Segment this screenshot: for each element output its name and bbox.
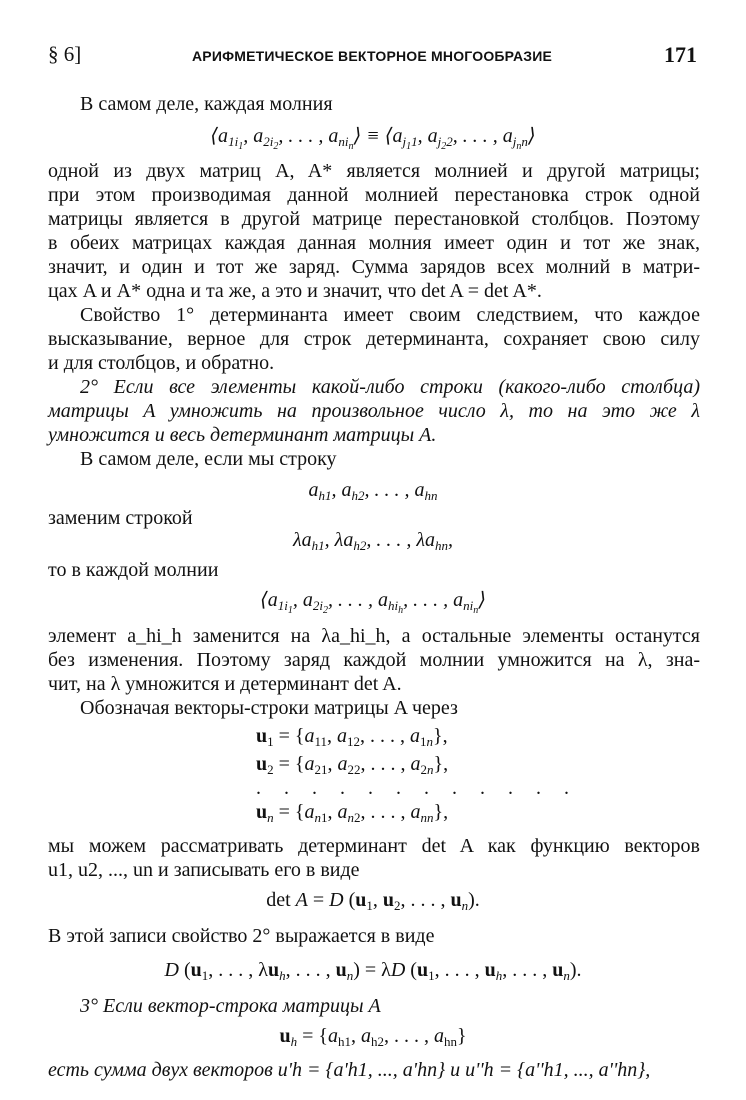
text-line: одной из двух матриц A, A* является молнией и другой матрицы; bbox=[48, 160, 700, 182]
text-line: и для столбцов, и обратно. bbox=[48, 352, 275, 374]
formula-lightning: $⟨a_{1i_1}$, $a_{2i_2}$, . . . , $a_{ni_n}⟩$ ≡ $⟨a_{j_11}$, $a_{j_22}$, . . . , $a_{j_nn}⟩$ bbox=[210, 125, 536, 152]
text-line: в обеих матрицах каждая данная молния имеет один и тот же знак, bbox=[48, 232, 700, 254]
row-vector-1: $u_1 = \{a_{11}$, $a_{12}$, . . . , $a_{1n}$}, bbox=[256, 725, 448, 749]
theorem-line: есть сумма двух векторов u'h = {a'h1, ..., a'hn} и u''h = {a''h1, ..., a''hn}, bbox=[48, 1059, 651, 1081]
page-number: 171 bbox=[664, 42, 697, 67]
formula-scaled-row: $\lambda a_{h1}$, $\lambda a_{h2}$, . . . , $\lambda a_{hn}$, bbox=[292, 529, 453, 553]
text-line: Обозначая векторы-строки матрицы A через bbox=[80, 697, 458, 719]
text-line: элемент a_hi_h заменится на λa_hi_h, а остальные элементы останутся bbox=[48, 625, 700, 647]
formula-row-vector-h: $u_h = \{a_{h1}$, $a_{h2}$, . . . , $a_{hn}$} bbox=[279, 1025, 467, 1049]
text-line: то в каждой молнии bbox=[48, 559, 219, 581]
text-line: высказывание, верное для строк детерминанта, сохраняет свою силу bbox=[48, 328, 700, 350]
vector-ellipsis: . . . . . . . . . . . . bbox=[256, 777, 578, 799]
text-line: чит, на λ умножится и детерминант det A. bbox=[48, 673, 402, 695]
text-line: В самом деле, каждая молния bbox=[80, 93, 333, 115]
theorem-line: 2° Если все элементы какой-либо строки (какого-либо столбца) bbox=[80, 376, 700, 398]
formula-row: $a_{h1}$, $a_{h2}$, . . . , $a_{hn}$ bbox=[308, 479, 438, 503]
text-line: при этом производимая данной молнией перестановка строк одной bbox=[48, 184, 700, 206]
formula-det-function: det A = D ($u_1$, $u_2$, . . . , $u_n$). bbox=[266, 889, 480, 913]
text-line: значит, и один и тот же заряд. Сумма зарядов всех молний в матри- bbox=[48, 256, 700, 278]
text-line: матрицы является в другой матрице перестановкой столбцов. Поэтому bbox=[48, 208, 700, 230]
row-vector-n: $u_n = \{a_{n1}$, $a_{n2}$, . . . , $a_{nn}$}, bbox=[256, 801, 449, 825]
text-line: мы можем рассматривать детерминант det A как функцию векторов bbox=[48, 835, 700, 857]
theorem-line: умножится и весь детерминант матрицы A. bbox=[48, 424, 437, 446]
text-line: В этой записи свойство 2° выражается в виде bbox=[48, 925, 435, 947]
text-line: u1, u2, ..., un и записывать его в виде bbox=[48, 859, 360, 881]
text-line: без изменения. Поэтому заряд каждой молнии умножится на λ, зна- bbox=[48, 649, 700, 671]
formula-property-2: D ($u_1$, . . . , $\lambda u_h$, . . . , $u_n) = \lambda D$ ($u_1$, . . . , $u_h$, . . . , $u_n$). bbox=[164, 959, 582, 983]
theorem-line: матрицы A умножить на произвольное число λ, то на это же λ bbox=[48, 400, 700, 422]
text-line: цах A и A* одна и та же, а это и значит, что det A = det A*. bbox=[48, 280, 542, 302]
section-marker: § 6] bbox=[48, 42, 82, 66]
formula-lightning-h: $⟨a_{1i_1}$, $a_{2i_2}$, . . . , $a_{hi_h}$, . . . , $a_{ni_n}⟩$ bbox=[259, 589, 487, 616]
theorem-line: 3° Если вектор-строка матрицы A bbox=[80, 995, 381, 1017]
text-line: Свойство 1° детерминанта имеет своим следствием, что каждое bbox=[80, 304, 700, 326]
row-vector-2: $u_2 = \{a_{21}$, $a_{22}$, . . . , $a_{2n}$}, bbox=[256, 753, 449, 777]
text-line: В самом деле, если мы строку bbox=[80, 448, 337, 470]
text-line: заменим строкой bbox=[48, 507, 193, 529]
running-title: АРИФМЕТИЧЕСКОЕ ВЕКТОРНОЕ МНОГООБРАЗИЕ bbox=[192, 48, 553, 64]
